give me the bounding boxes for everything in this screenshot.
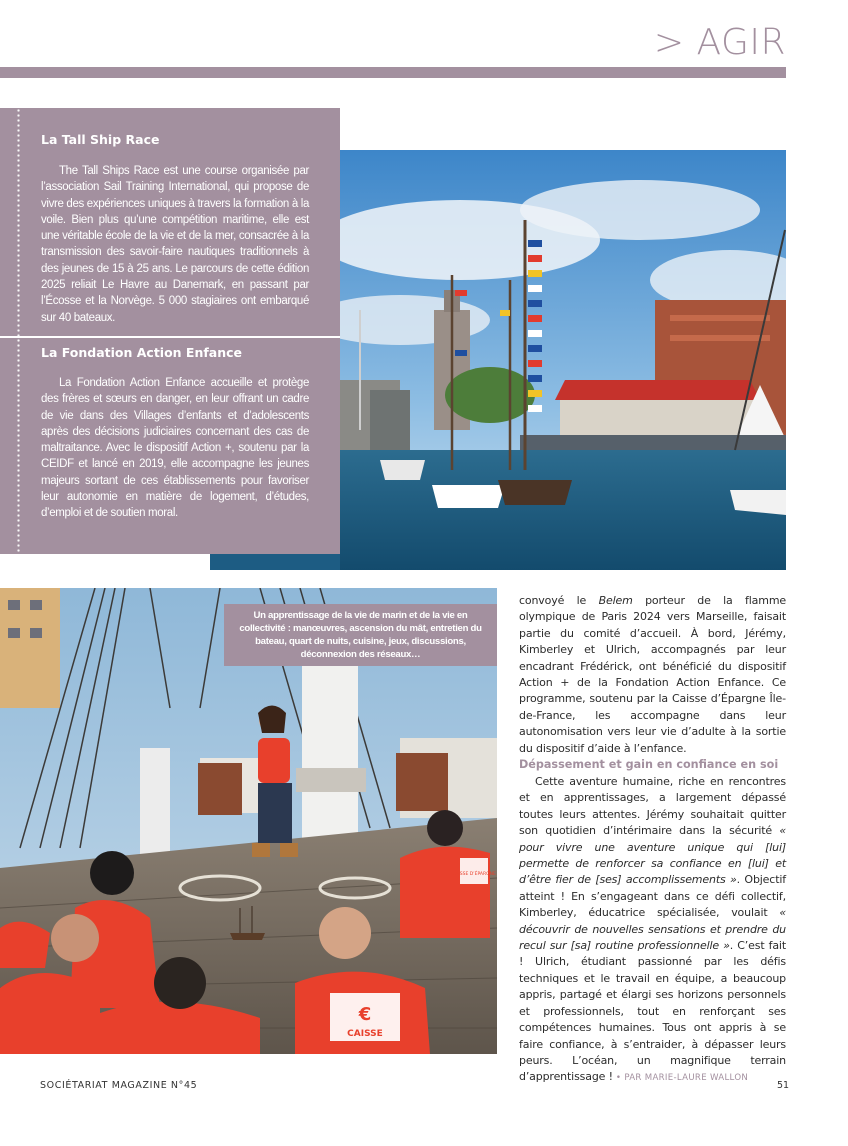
ship-name: Belem <box>598 594 633 607</box>
logo-text-large: CAISSE <box>347 1029 383 1039</box>
tall-ship-box <box>0 108 340 336</box>
section-title: > AGIR <box>653 22 786 63</box>
p1-text-b: porteur de la flamme olympique de Paris 2024 vers Marseille, faisait partie du comité d’accueil. À bord, Jérémy, Kimberley et Ulrich, accompagnés par leur encadrant Frédérick, ont bénéficié du dispositif Action + de la Fondation Action Enfance. Ce programme, soutenu par la Caisse d’Épargne Île-de-France, les accompagne dans leur autonomisation vers leur vie d’adulte à la sortie du dispositif d’aide à l’enfance. <box>519 594 787 755</box>
harbor-photo <box>340 150 786 570</box>
fondation-text: La Fondation Action Enfance accueille et protège des frères et sœurs en danger, en leur offrant un cadre de vie dans des Villages d’enfants et d’adolescents après des décisions judiciaires concernant des cas de maltraitance. Avec le dispositif Action +, soutenu par la CEIDF et lancé en 2019, elle accompagne les jeunes majeurs sortant de ces établissements pour favoriser leur autonomie en matière de logement, d’études, d’emploi et de soutien moral. <box>41 377 309 520</box>
fondation-box <box>0 338 340 554</box>
dotted-border <box>17 338 20 554</box>
quote-jeremy: « pour vivre une aventure unique qui [lui] permette de renforcer sa confiance en [lui] et d’être fier de [ses] accomplissements » <box>519 824 786 887</box>
harbor-water-strip <box>210 554 340 570</box>
p2-text-c: . C’est fait ! Ulrich, étudiant passionné par les défis techniques et le travail en équipe, a beaucoup appris, partagé et élargi ses horizons personnels et professionnels, tout en renforçant ses compétences humaines. Tous ont appris à se faire confiance, à s’entraider, à dépasser leurs peurs. L’océan, un magnifique terrain d’apprentissage ! <box>519 939 786 1084</box>
tall-ship-text: The Tall Ships Race est une course organisée par l’association Sail Training International, qui propose de vivre des expériences uniques à travers la formation à la voile. Bien plus qu’une compétition maritime, elle est une véritable école de la vie et de la mer, consacrée à la transmission des savoir-faire nautiques traditionnels à des jeunes de 15 à 25 ans. Le parcours de cette édition 2025 reliait Le Havre au Danemark, en passant par l’Écosse et la Norvège. 5 000 stagiaires ont embarqué sur 40 bateaux. <box>41 165 309 324</box>
article-subheading: Dépassement et gain en confiance en soi <box>519 758 779 771</box>
p2-text-b: . Objectif atteint ! En s’engageant dans ce défi collectif, Kimberley, éducatrice spécialisée, voulait <box>519 873 786 920</box>
magazine-name: SOCIÉTARIAT MAGAZINE N°45 <box>40 1080 198 1091</box>
article-paragraph-2 <box>519 774 786 1087</box>
p1-text-a: convoyé le <box>519 594 599 607</box>
harbor-tall-ships-photo <box>340 150 786 570</box>
page-number: 51 <box>777 1080 790 1091</box>
logo-mark: € <box>358 1004 372 1025</box>
p2-text-a: Cette aventure humaine, riche en rencontres et en apprentissages, a largement dépassé toutes leurs attentes. Jérémy souhaitait quitter son quotidien d’intérimaire dans la sécurité <box>519 775 786 838</box>
photo-caption: Un apprentissage de la vie de marin et de la vie en collectivité : manœuvres, ascension du mât, entretien du bateau, quart de nuits, cuisine, jeux, discussions, déconnexion des réseaux… <box>224 604 497 666</box>
author-byline: • PAR MARIE-LAURE WALLON <box>612 1073 749 1084</box>
logo-text-small: CAISSE D’ÉPARGNE <box>452 872 496 877</box>
header-rule <box>0 67 786 78</box>
quote-kimberley: « découvrir de nouvelles sensations et prendre du recul sur [sa] routine professionnelle » <box>519 906 786 953</box>
dotted-border <box>17 108 20 336</box>
article-paragraph-1 <box>519 593 786 757</box>
tall-ship-title: La Tall Ship Race <box>41 132 160 147</box>
fondation-title: La Fondation Action Enfance <box>41 345 243 360</box>
